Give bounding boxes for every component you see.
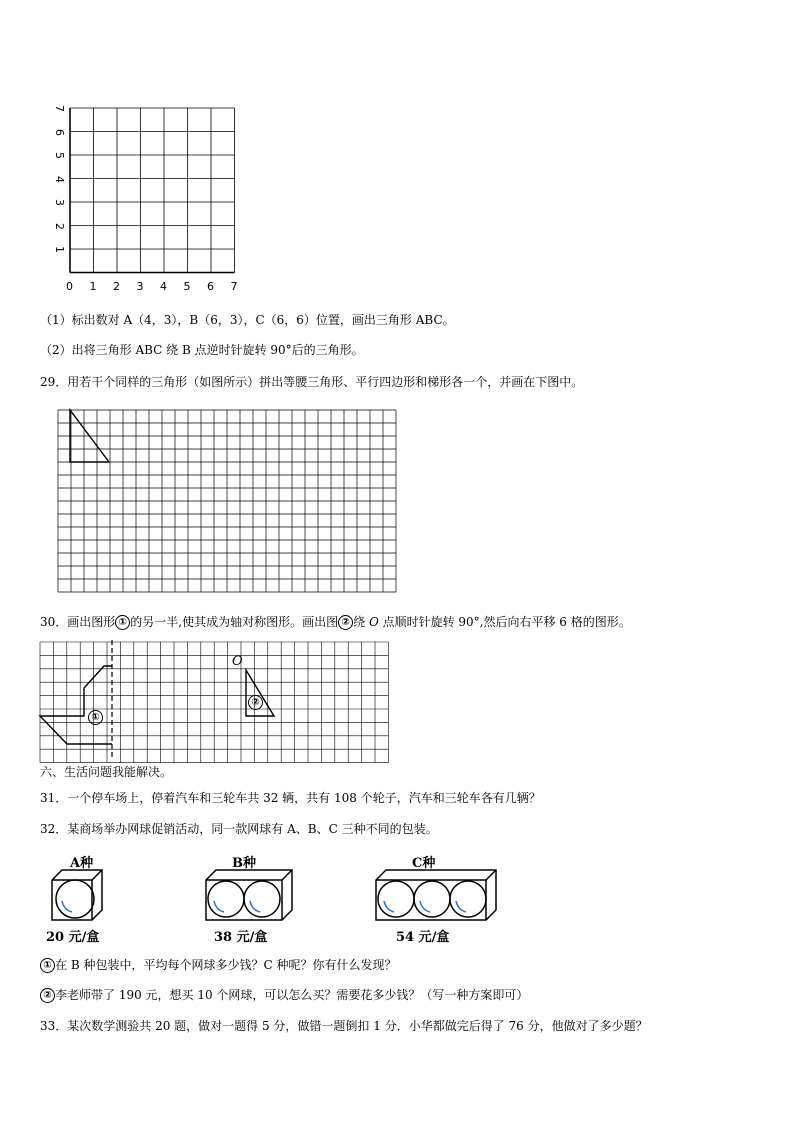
coordinate-grid [0, 0, 794, 300]
q32-sub1-mark: ① [40, 958, 55, 973]
q32-sub2 [40, 987, 528, 1003]
tennis-ball [450, 881, 486, 917]
x-tick-label: 0 [66, 279, 73, 293]
q30-grid-svg [0, 636, 420, 766]
package-b-price: 38 元/盒 [214, 930, 268, 945]
section-6-title: 六、生活问题我能解决。 [40, 765, 173, 779]
package-c-name: C种 [412, 856, 436, 871]
package-b [200, 850, 310, 945]
q30-text-d: 点顺时针旋转 90°,然后向右平移 6 格的图形。 [378, 615, 631, 629]
package-b-name: B种 [232, 856, 256, 871]
q33-text: 33．某次数学测验共 20 题，做对一题得 5 分，做错一题倒扣 1 分．小华都做完后得了 76 分，他做对了多少题？ [40, 1019, 648, 1033]
x-tick-label: 4 [160, 279, 167, 293]
package-c-price: 54 元/盒 [396, 930, 450, 945]
tennis-ball [378, 881, 414, 917]
coordinate-grid-svg [0, 0, 300, 300]
y-tick-label: 5 [53, 152, 66, 159]
y-tick-label: 6 [53, 128, 66, 136]
y-tick-label: 2 [53, 222, 66, 230]
x-tick-label: 7 [230, 279, 238, 293]
point-o-inline: O [368, 615, 379, 629]
q29-grid-svg [0, 400, 420, 600]
y-tick-label: 4 [53, 175, 66, 183]
q30-text-b: 的另一半,使其成为轴对称图形。画出图 [130, 615, 339, 629]
x-tick-label: 6 [207, 279, 214, 293]
point-o-label: O [232, 654, 243, 669]
tennis-ball [208, 881, 244, 917]
x-tick-label: 5 [183, 279, 191, 293]
x-tick-label: 1 [89, 279, 97, 293]
figure-1-mark: ① [115, 615, 130, 630]
q29-grid [0, 400, 420, 600]
tennis-ball [414, 881, 450, 917]
q32-sub1-text: 在 B 种包装中，平均每个网球多少钱？C 种呢？你有什么发现？ [55, 958, 397, 972]
package-a-name: A种 [70, 856, 94, 871]
q32-sub1 [40, 957, 396, 973]
y-tick-label: 1 [53, 246, 66, 253]
y-tick-label: 3 [53, 199, 66, 206]
q28-part2: （2）出将三角形 ABC 绕 B 点逆时针旋转 90°后的三角形。 [40, 343, 364, 357]
q30-text [40, 614, 631, 630]
q32-text: 32．某商场举办网球促销活动，同一款网球有 A、B、C 三种不同的包装。 [40, 822, 438, 836]
figure-1-label: ① [88, 710, 103, 725]
figure-2-mark: ② [338, 615, 353, 630]
q31-text: 31．一个停车场上，停着汽车和三轮车共 32 辆，共有 108 个轮子，汽车和三轮车各有几辆？ [40, 791, 541, 805]
x-tick-label: 3 [136, 279, 144, 293]
package-a-price: 20 元/盒 [46, 930, 100, 945]
q30-text-a: 30．画出图形 [40, 615, 116, 629]
y-tick-label: 7 [53, 105, 66, 112]
q28-part1: （1）标出数对 A（4，3），B（6，3），C（6，6）位置，画出三角形 ABC。 [40, 313, 455, 327]
tennis-ball [244, 881, 280, 917]
q30-text-c: 绕 [353, 615, 369, 629]
figure-2-label: ② [248, 695, 263, 710]
q30-grid [0, 636, 420, 766]
package-a [42, 850, 122, 945]
package-c [370, 850, 510, 945]
q32-sub2-mark: ② [40, 988, 55, 1003]
q29-text: 29．用若干个同样的三角形（如图所示）拼出等腰三角形、平行四边形和梯形各一个，并画在下图中。 [40, 375, 584, 389]
x-tick-label: 2 [113, 279, 120, 293]
figure-1-shape [40, 666, 112, 744]
q32-sub2-text: 李老师带了 190 元，想买 10 个网球，可以怎么买？需要花多少钱？（写一种方案即可） [55, 988, 529, 1002]
tennis-ball [56, 880, 94, 918]
